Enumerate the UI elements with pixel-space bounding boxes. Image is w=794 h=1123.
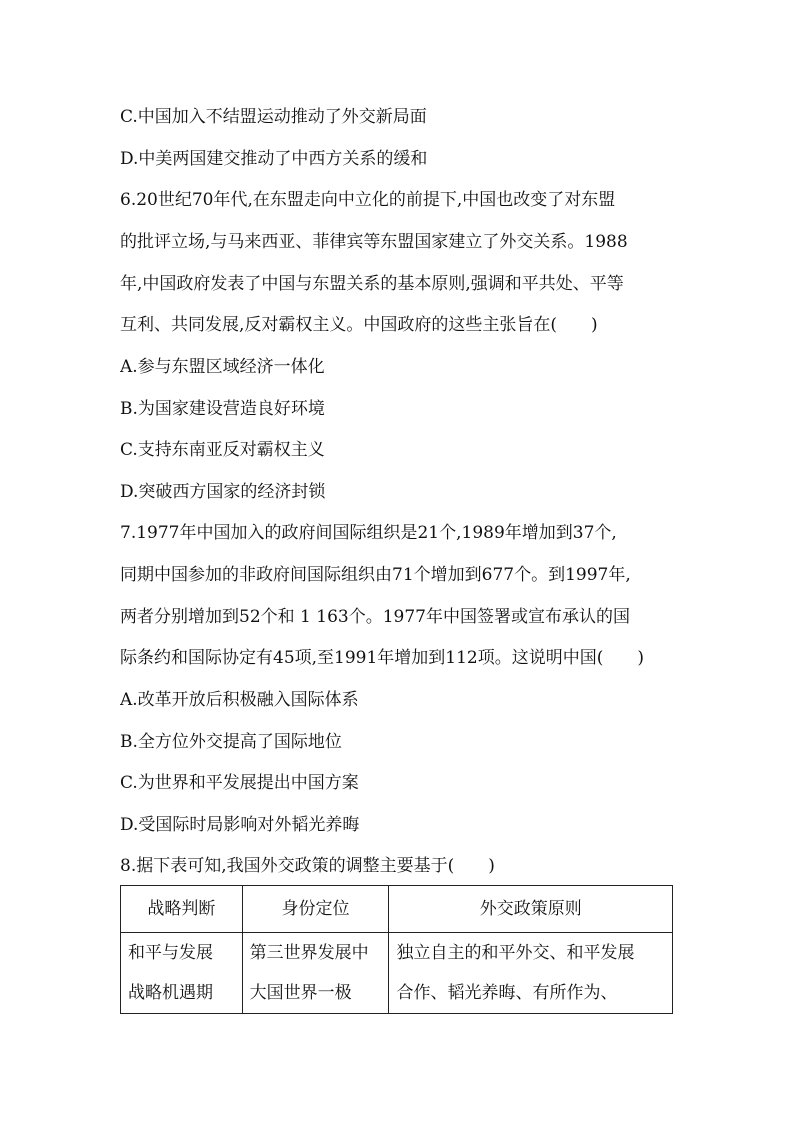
q7-option-a: A.改革开放后积极融入国际体系 [120,690,359,710]
q6-stem-line-3: 年,中国政府发表了中国与东盟关系的基本原则,强调和平共处、平等 [120,274,624,294]
table-cell-principles [389,933,673,1014]
table-row [121,933,673,1014]
q6-option-d: D.突破西方国家的经济封锁 [120,482,326,502]
cell-line: 大国世界一极 [249,983,352,1003]
q7-stem-line-2: 同期中国参加的非政府间国际组织由71个增加到677个。到1997年, [120,565,631,585]
table-header-cell: 外交政策原则 [389,886,673,933]
q7-stem-line-4: 际条约和国际协定有45项,至1991年增加到112项。这说明中国( ) [120,648,645,668]
q5-option-d: D.中美两国建交推动了中西方关系的缓和 [120,149,428,169]
q8-stem: 8.据下表可知,我国外交政策的调整主要基于( ) [120,856,495,876]
foreign-policy-table [120,885,673,1014]
q5-option-c: C.中国加入不结盟运动推动了外交新局面 [120,107,427,127]
table-cell-strategy [121,933,243,1014]
q6-stem-line-2: 的批评立场,与马来西亚、菲律宾等东盟国家建立了外交关系。1988 [120,232,628,252]
q7-stem-line-3: 两者分别增加到52个和 1 163个。1977年中国签署或宣布承认的国 [120,607,630,627]
q6-stem-line-1: 6.20世纪70年代,在东盟走向中立化的前提下,中国也改变了对东盟 [120,190,616,210]
q6-stem-line-4: 互利、共同发展,反对霸权主义。中国政府的这些主张旨在( ) [120,315,598,335]
q7-option-c: C.为世界和平发展提出中国方案 [120,773,359,793]
q6-option-c: C.支持东南亚反对霸权主义 [120,440,325,460]
q7-option-b: B.全方位外交提高了国际地位 [120,732,342,752]
cell-line: 合作、韬光养晦、有所作为、 [396,983,618,1003]
q7-stem-line-1: 7.1977年中国加入的政府间国际组织是21个,1989年增加到37个, [120,523,617,543]
q7-option-d: D.受国际时局影响对外韬光养晦 [120,815,360,835]
cell-line: 第三世界发展中 [249,943,369,963]
table-header-row [121,886,673,933]
cell-line: 和平与发展 [128,943,213,963]
q6-option-b: B.为国家建设营造良好环境 [120,399,325,419]
table-header-cell: 战略判断 [121,886,243,933]
table-cell-identity [242,933,389,1014]
cell-line: 独立自主的和平外交、和平发展 [396,943,635,963]
cell-line: 战略机遇期 [128,983,213,1003]
q6-option-a: A.参与东盟区域经济一体化 [120,357,325,377]
table-header-cell: 身份定位 [242,886,389,933]
